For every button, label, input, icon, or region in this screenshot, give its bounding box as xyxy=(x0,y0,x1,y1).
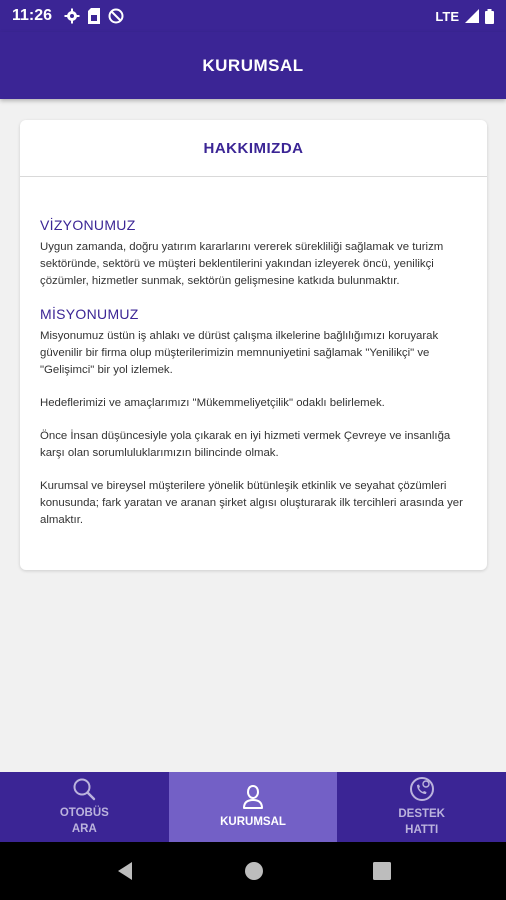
card-body xyxy=(20,177,487,529)
card-header xyxy=(20,120,487,177)
system-nav-bar xyxy=(0,842,506,900)
about-card xyxy=(20,120,487,570)
mission-paragraph: Misyonumuz üstün iş ahlakı ve dürüst çalışma ilkelerine bağlılığımızı koruyarak güvenilir bir firma olup müşterilerimizin memnuniyetini sağlamak "Yenilikçi" ve "Gelişimci" bir yol izlemek. xyxy=(40,330,439,376)
vision-title: VİZYONUMUZ xyxy=(40,217,136,233)
status-right xyxy=(435,9,494,24)
network-type: LTE xyxy=(435,8,459,24)
mission-paragraph: Hedeflerimizi ve amaçlarımızı "Mükemmeliyetçilik" odaklı belirlemek. xyxy=(40,397,385,409)
nav-label: OTOBÜS xyxy=(59,807,109,819)
bottom-nav xyxy=(0,772,506,842)
status-time: 11:26 xyxy=(12,7,53,24)
search-icon xyxy=(72,777,96,801)
back-icon[interactable] xyxy=(115,861,135,881)
recents-icon[interactable] xyxy=(373,862,391,880)
home-icon[interactable] xyxy=(244,861,264,881)
nav-label: HATTI xyxy=(405,824,439,836)
signal-icon xyxy=(465,9,479,23)
vision-text: Uygun zamanda, doğru yatırım kararlarını vererek sürekliliği sağlamak ve turizm sektöründe, sektörü ve müşteri beklentilerini yakından izleyerek öncü, yenilikçi çözümler, hizmetler sunmak, sektörün gelişmesine katkıda bulunmaktır. xyxy=(40,241,444,287)
nav-label: DESTEK xyxy=(398,808,445,820)
nav-label: ARA xyxy=(71,823,97,835)
nav-support-line[interactable] xyxy=(337,772,506,842)
mission-paragraph: Önce İnsan düşüncesiyle yola çıkarak en iyi hizmeti vermek Çevreye ve insanlığa karşı olan sorumluluklarımızın bilincinde olmak. xyxy=(40,430,451,459)
gear-icon xyxy=(64,8,80,24)
card-title: HAKKIMIZDA xyxy=(203,139,304,157)
status-icons xyxy=(64,8,124,24)
mission-title: MİSYONUMUZ xyxy=(40,306,139,322)
support-phone-icon xyxy=(409,776,435,802)
page-title: KURUMSAL xyxy=(202,55,304,75)
nav-label: KURUMSAL xyxy=(220,816,286,828)
user-icon xyxy=(241,784,265,810)
no-data-icon xyxy=(108,8,124,24)
battery-icon xyxy=(485,9,494,24)
status-bar xyxy=(0,0,506,32)
sim-card-icon xyxy=(88,8,100,24)
nav-bus-search[interactable] xyxy=(0,772,169,842)
nav-corporate[interactable] xyxy=(169,772,338,842)
app-bar xyxy=(0,32,506,99)
mission-paragraph: Kurumsal ve bireysel müşterilere yönelik bütünleşik etkinlik ve seyahat çözümleri konusunda; fark yaratan ve aranan şirket algısı oluşturarak ilk tercihleri arasında yer almaktır. xyxy=(40,480,463,526)
